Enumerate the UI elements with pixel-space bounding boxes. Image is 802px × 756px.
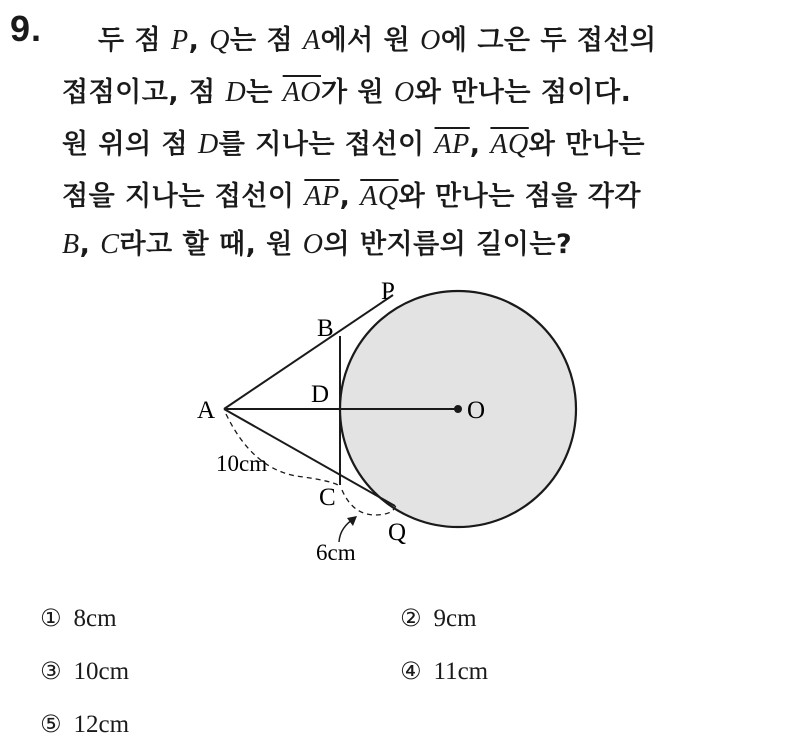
question-number: 9. (10, 8, 43, 49)
text-segment: , (469, 129, 491, 160)
measure-label-ac: 10cm (216, 451, 268, 476)
label-p: P (381, 278, 395, 305)
text-segment: 와 만나는 점이다. (414, 77, 632, 108)
label-a: A (197, 397, 216, 424)
choice-3[interactable] (40, 657, 129, 686)
text-segment: 원 위의 점 (62, 129, 199, 160)
math-symbol: O (302, 229, 324, 260)
text-segment: 점을 지나는 접선이 (62, 181, 305, 212)
text-segment: 는 점 (229, 25, 303, 56)
label-b: B (317, 315, 334, 342)
choice-2-value: 9cm (433, 605, 477, 632)
choice-4-mark: ④ (400, 657, 422, 685)
math-symbol: A (302, 25, 321, 56)
label-o: O (467, 397, 486, 424)
measure-label-cq: 6cm (316, 540, 356, 565)
math-symbol: $\overline{AQ}$ (360, 181, 399, 212)
choice-4[interactable] (400, 657, 488, 686)
choice-5-mark: ⑤ (40, 710, 62, 738)
math-symbol: B (62, 229, 80, 260)
text-segment: 의 반지름의 길이는? (323, 229, 573, 260)
choice-1-mark: ① (40, 604, 62, 632)
choice-4-value: 11cm (433, 658, 489, 685)
text-segment: , (339, 181, 361, 212)
text-segment: , (79, 229, 101, 260)
label-c: C (319, 484, 336, 511)
text-segment: , (188, 25, 210, 56)
text-segment: 라고 할 때, 원 (119, 229, 303, 260)
choice-2[interactable] (400, 604, 477, 633)
text-segment: 에서 원 (320, 25, 421, 56)
text-segment: 를 지나는 접선이 (218, 129, 435, 160)
math-symbol: $\overline{AO}$ (282, 77, 322, 108)
choice-2-mark: ② (400, 604, 422, 632)
math-symbol: O (420, 25, 441, 56)
math-symbol: D (225, 77, 247, 108)
label-d: D (311, 381, 330, 408)
math-symbol: O (393, 77, 415, 108)
choice-5-value: 12cm (73, 711, 130, 738)
measure-pointer-arrowhead (347, 516, 357, 526)
choice-3-mark: ③ (40, 657, 62, 685)
choice-3-value: 10cm (73, 658, 130, 685)
choice-1[interactable] (40, 604, 117, 633)
text-segment: 에 그은 두 접선의 (440, 25, 657, 56)
math-symbol: $\overline{AQ}$ (490, 129, 529, 160)
text-segment: 접점이고, 점 (62, 77, 226, 108)
choice-5[interactable] (40, 710, 129, 739)
text-segment: 가 원 (321, 77, 394, 108)
text-segment: 와 만나는 (528, 129, 645, 160)
math-symbol: Q (209, 25, 230, 56)
text-segment: 와 만나는 점을 각각 (398, 181, 641, 212)
math-symbol: $\overline{AP}$ (304, 181, 340, 212)
text-segment: 는 (246, 77, 283, 108)
math-symbol: C (100, 229, 120, 260)
math-symbol: D (198, 129, 219, 160)
label-q: Q (388, 519, 407, 546)
text-segment: 두 점 (98, 25, 171, 56)
center-point-o (454, 405, 462, 413)
choice-1-value: 8cm (73, 605, 117, 632)
math-symbol: $\overline{AP}$ (434, 129, 470, 160)
math-symbol: P (170, 25, 189, 56)
